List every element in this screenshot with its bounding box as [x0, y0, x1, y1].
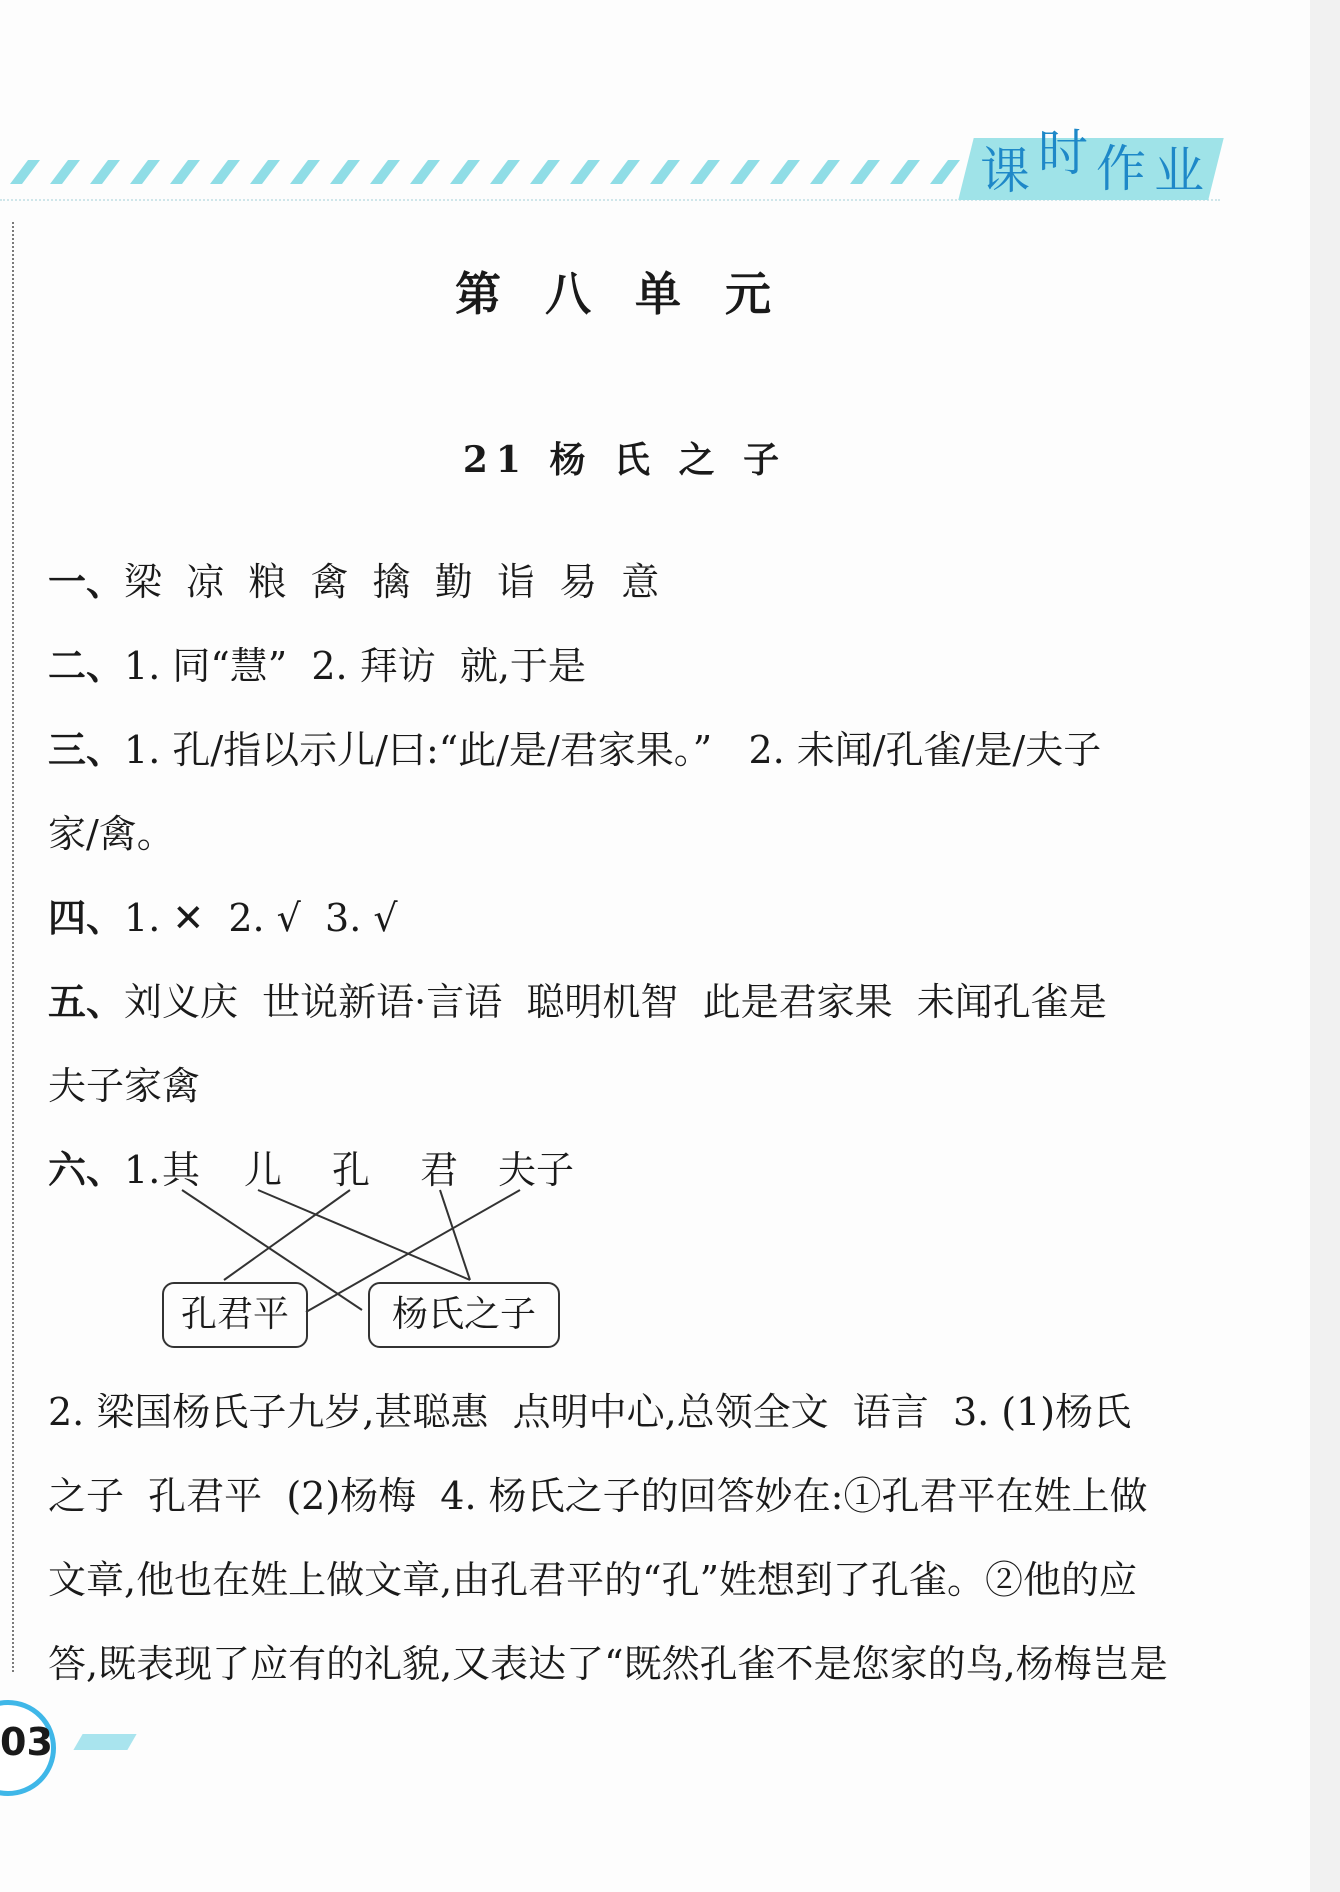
answer-text: 家/禽。	[48, 812, 175, 856]
match-word: 儿	[244, 1148, 283, 1192]
answer-text: 1. 同“慧” 2. 拜访 就,于是	[124, 644, 586, 688]
section-marker: 二、	[48, 643, 125, 688]
logo-char: 业	[1154, 142, 1204, 200]
header-stripe-band	[0, 150, 1000, 192]
match-word: 孔	[332, 1148, 371, 1192]
answer-line	[48, 1146, 160, 1194]
answer-text: 1. 孔/指以示儿/曰:“此/是/君家果。” 2. 未闻/孔雀/是/夫子	[124, 728, 1102, 772]
match-word: 其	[162, 1148, 201, 1192]
answer-text: 1.	[124, 1148, 161, 1192]
section-marker: 一、	[48, 559, 125, 604]
section-marker: 三、	[48, 727, 125, 772]
match-word: 君	[420, 1148, 459, 1192]
section-marker: 四、	[48, 895, 125, 940]
answer-line: 2. 梁国杨氏子九岁,甚聪惠 点明中心,总领全文 语言 3. (1)杨氏	[48, 1390, 1132, 1434]
logo-char: 作	[1096, 140, 1146, 198]
logo-char: 课	[980, 142, 1030, 200]
match-box-yang-shi-zhi-zi: 杨氏之子	[368, 1282, 560, 1348]
match-word: 夫子	[498, 1148, 575, 1192]
answer-text: 刘义庆 世说新语·言语 聪明机智 此是君家果 未闻孔雀是	[124, 980, 1107, 1024]
answer-line: 文章,他也在姓上做文章,由孔君平的“孔”姓想到了孔雀。②他的应	[48, 1558, 1138, 1602]
lesson-title: 21 杨 氏 之 子	[462, 439, 788, 481]
match-box-kong-junping: 孔君平	[162, 1282, 308, 1348]
logo-char: 时	[1038, 124, 1088, 182]
answer-line	[48, 894, 398, 942]
page-edge-shadow	[1310, 0, 1340, 1892]
answer-text: 1. ✕ 2. √ 3. √	[124, 896, 398, 940]
section-marker: 六、	[48, 1147, 125, 1192]
answer-line	[48, 810, 175, 858]
answer-line	[48, 726, 1101, 774]
series-logo	[966, 120, 1216, 204]
answer-line: 之子 孔君平 (2)杨梅 4. 杨氏之子的回答妙在:①孔君平在姓上做	[48, 1474, 1148, 1518]
section-marker: 五、	[48, 979, 125, 1024]
answer-text: 梁 凉 粮 禽 擒 勤 诣 易 意	[124, 560, 660, 604]
footer-accent-bar	[73, 1734, 136, 1750]
answer-line: 答,既表现了应有的礼貌,又表达了“既然孔雀不是您家的鸟,杨梅岂是	[48, 1642, 1168, 1686]
unit-title: 第 八 单 元	[454, 267, 786, 321]
answer-text: 夫子家禽	[48, 1064, 201, 1108]
answer-line	[48, 978, 1107, 1026]
answer-line	[48, 1062, 200, 1110]
answer-line	[48, 642, 586, 690]
page-number: 03	[0, 1720, 53, 1764]
answer-line	[48, 558, 659, 606]
